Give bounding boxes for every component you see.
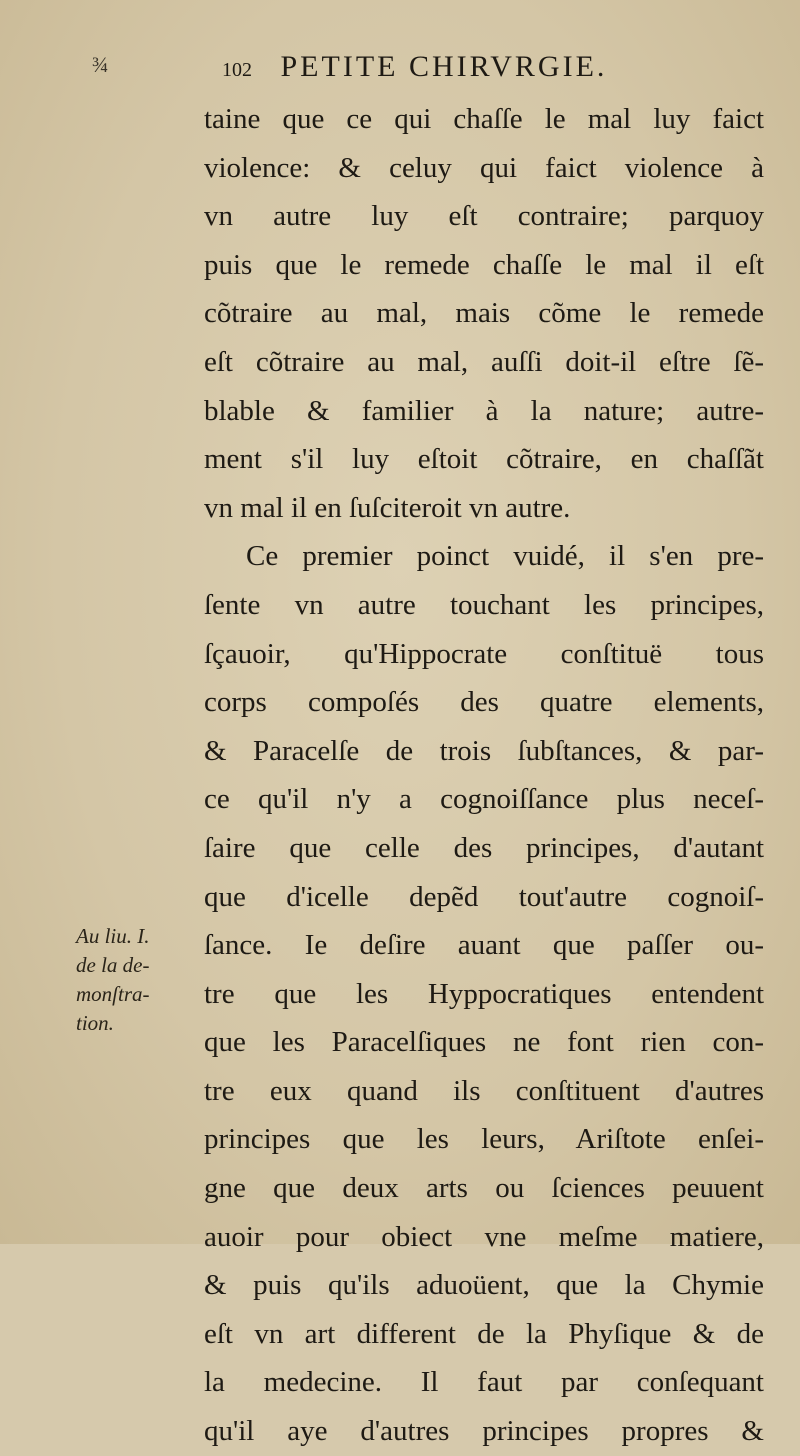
text-line: corps compoſés des quatre elements,: [204, 686, 764, 719]
text-line: gne que deux arts ou ſciences peuuent: [204, 1172, 764, 1205]
text-line: eſt vn art different de la Phyſique & de: [204, 1317, 764, 1350]
text-line: principes que les leurs, Ariſtote enſei-: [204, 1123, 764, 1156]
main-text-block: [204, 95, 764, 1456]
text-line: violence: & celuy qui faict violence à: [204, 151, 764, 184]
text-line: ce qu'il n'y a cognoiſſance plus neceſ-: [204, 783, 764, 816]
page-header: [222, 50, 607, 84]
text-line: taine que ce qui chaſſe le mal luy faict: [204, 103, 764, 135]
text-line: vn autre luy eſt contraire; parquoy: [204, 200, 764, 233]
text-line: la medecine. Il faut par conſequant: [204, 1366, 764, 1399]
paragraph-start-line: Ce premier poinct vuidé, il s'en pre-: [246, 540, 764, 573]
text-line: que les Paracelſiques ne font rien con-: [204, 1026, 764, 1059]
text-line: & Paracelſe de trois ſubſtances, & par-: [204, 734, 764, 767]
marginal-note-line: tion.: [76, 1011, 114, 1035]
text-line: cõtraire au mal, mais cõme le remede: [204, 297, 764, 330]
text-line: vn mal il en ſuſciteroit vn autre.: [204, 491, 571, 524]
text-line: puis que le remede chaſſe le mal il eſt: [204, 248, 764, 281]
marginal-note: [76, 922, 206, 1038]
text-line: ſçauoir, qu'Hippocrate conſtituë tous: [204, 637, 764, 670]
text-line: ſente vn autre touchant les principes,: [204, 588, 764, 621]
text-line: ment s'il luy eſtoit cõtraire, en chaſſãt: [204, 443, 764, 476]
text-line: tre eux quand ils conſtituent d'autres: [204, 1074, 764, 1107]
text-line: ſaire que celle des principes, d'autant: [204, 831, 764, 864]
marginal-note-line: Au liu. I.: [76, 924, 150, 948]
marginal-note-line: monſtra-: [76, 982, 150, 1006]
text-line: & puis qu'ils aduoüent, que la Chymie: [204, 1269, 764, 1302]
printer-mark: ¾: [92, 52, 109, 77]
marginal-note-line: de la de-: [76, 953, 150, 977]
text-line: auoir pour obiect vne meſme matiere,: [204, 1220, 764, 1253]
page-number: 102: [222, 59, 252, 81]
text-line: que d'icelle depẽd tout'autre cognoiſ-: [204, 880, 764, 913]
text-line: blable & familier à la nature; autre-: [204, 394, 764, 427]
text-line: ſance. Ie deſire auant que paſſer ou-: [204, 929, 764, 962]
text-line: tre que les Hyppocratiques entendent: [204, 977, 764, 1010]
running-head: PETITE CHIRVRGIE.: [280, 50, 608, 83]
text-line: eſt cõtraire au mal, auſſi doit-il eſtre ſẽ-: [204, 345, 764, 378]
text-line: qu'il aye d'autres principes propres &: [204, 1415, 764, 1448]
